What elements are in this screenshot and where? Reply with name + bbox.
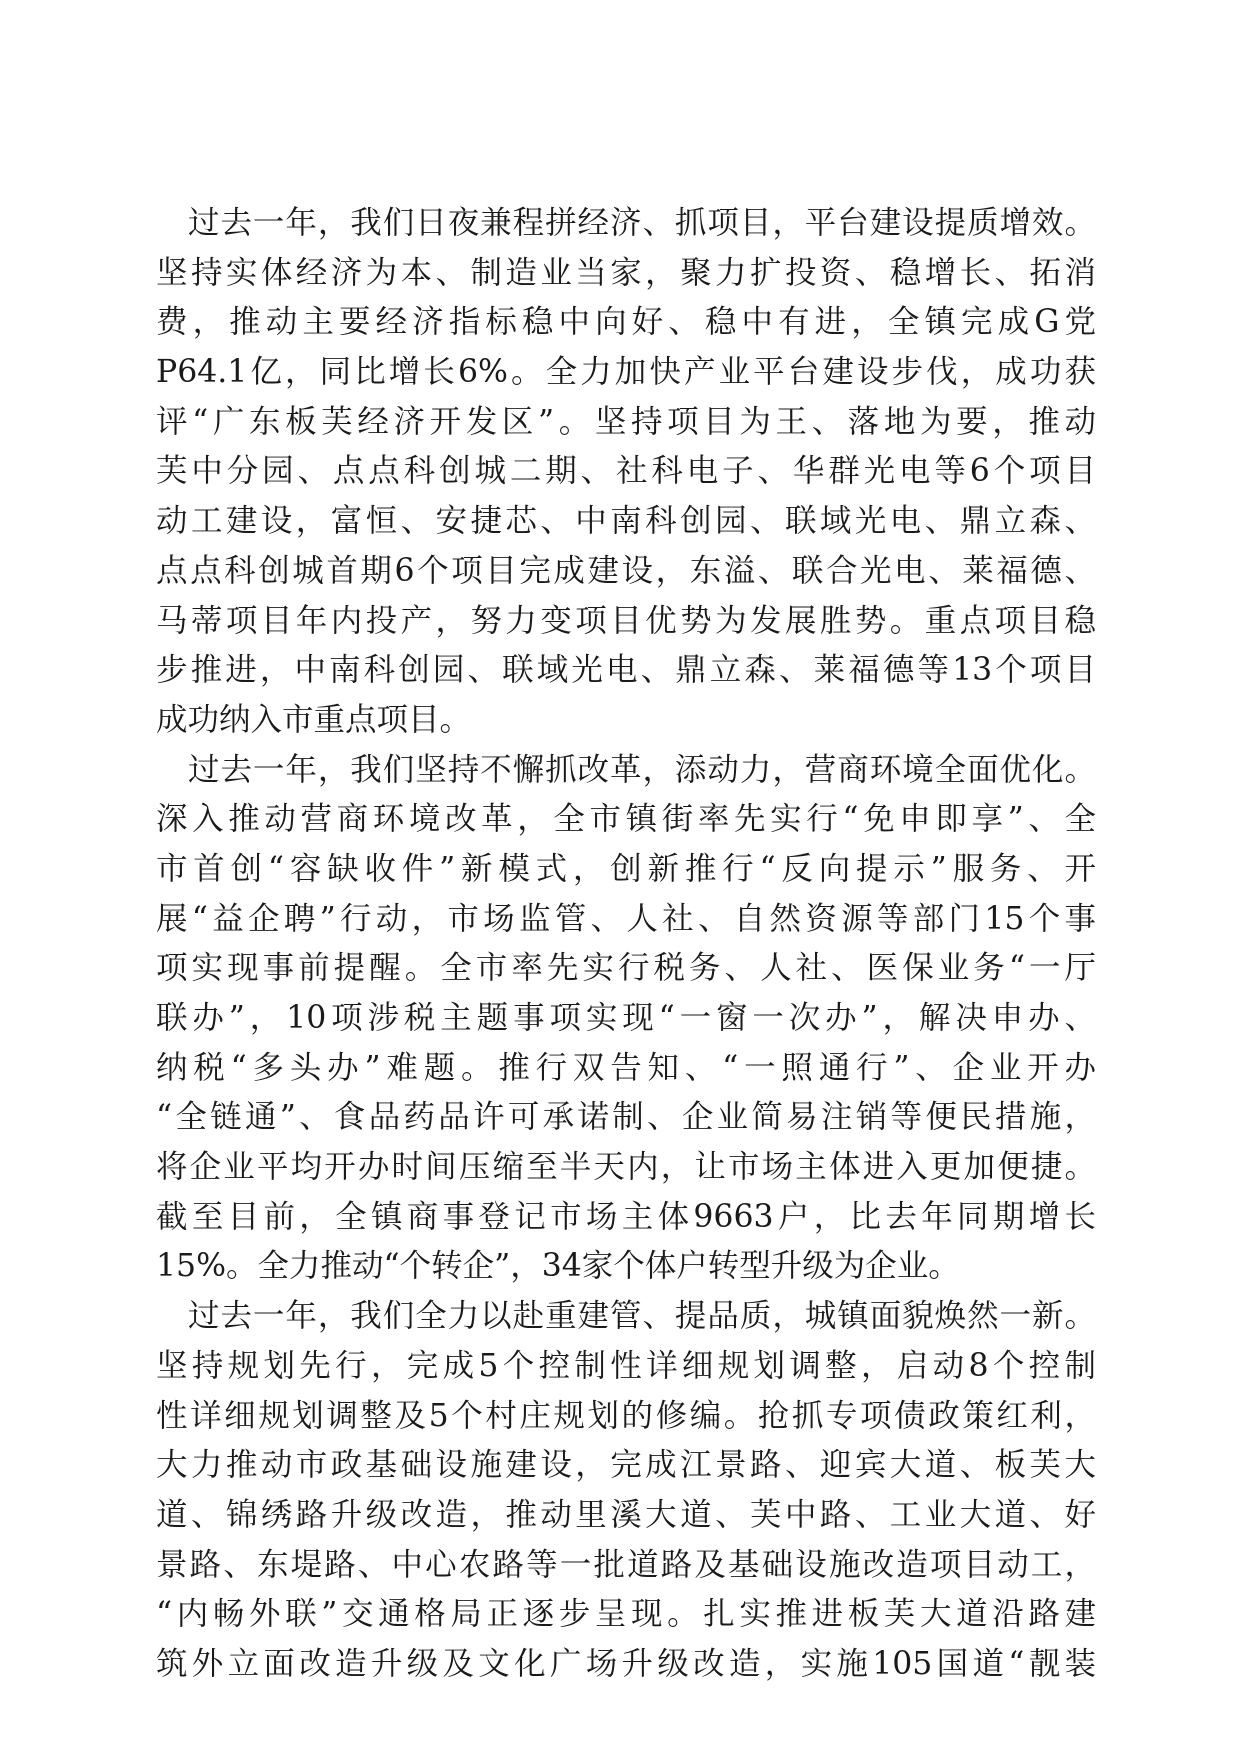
- paragraph-3-line-2: 坚持规划先行，完成5个控制性详细规划调整，启动8个控制: [156, 1347, 1096, 1384]
- paragraph-1-line-5: 评“广东板芙经济开发区”。坚持项目为王、落地为要，推动: [156, 403, 1096, 440]
- paragraph-3-line-6: 景路、东堤路、中心农路等一批道路及基础设施改造项目动工，: [156, 1546, 1096, 1583]
- paragraph-2-line-9: 将企业平均开办时间压缩至半天内，让市场主体进入更加便捷。: [156, 1149, 1096, 1186]
- paragraph-2-line-3: 市首创“容缺收件”新模式，创新推行“反向提示”服务、开: [156, 850, 1096, 887]
- paragraph-1-line-3: 费，推动主要经济指标稳中向好、稳中有进，全镇完成G党: [156, 304, 1096, 341]
- paragraph-2-line-7: 纳税“多头办”难题。推行双告知、“一照通行”、企业开办: [156, 1049, 1096, 1086]
- document-body: [156, 199, 1096, 1690]
- paragraph-1-line-7: 动工建设，富恒、安捷芯、中南科创园、联域光电、鼎立森、: [156, 503, 1096, 540]
- paragraph-1-line-4: P64.1亿，同比增长6%。全力加快产业平台建设步伐，成功获: [156, 354, 1096, 391]
- paragraph-1-line-10: 步推进，中南科创园、联域光电、鼎立森、莱福德等13个项目: [156, 652, 1096, 689]
- paragraph-3-line-1: 过去一年，我们全力以赴重建管、提品质，城镇面貌焕然一新。: [188, 1298, 1096, 1335]
- paragraph-1-line-6: 芙中分园、点点科创城二期、社科电子、华群光电等6个项目: [156, 453, 1096, 490]
- paragraph-2-line-8: “全链通”、食品药品许可承诺制、企业简易注销等便民措施，: [156, 1099, 1096, 1136]
- paragraph-3-line-7: “内畅外联”交通格局正逐步呈现。扎实推进板芙大道沿路建: [156, 1596, 1096, 1633]
- paragraph-2-line-2: 深入推动营商环境改革，全市镇街率先实行“免申即享”、全: [156, 801, 1096, 838]
- paragraph-3-line-3: 性详细规划调整及5个村庄规划的修编。抢抓专项债政策红利，: [156, 1397, 1096, 1434]
- paragraph-1-line-8: 点点科创城首期6个项目完成建设，东溢、联合光电、莱福德、: [156, 552, 1096, 589]
- paragraph-3-line-4: 大力推动市政基础设施建设，完成江景路、迎宾大道、板芙大: [156, 1447, 1096, 1484]
- paragraph-2-line-6: 联办”，10项涉税主题事项实现“一窗一次办”，解决申办、: [156, 1000, 1096, 1036]
- paragraph-1-line-2: 坚持实体经济为本、制造业当家，聚力扩投资、稳增长、拓消: [156, 254, 1096, 291]
- paragraph-3-line-8: 筑外立面改造升级及文化广场升级改造，实施105国道“靓装: [156, 1645, 1096, 1682]
- paragraph-2-line-11: 15%。全力推动“个转企”，34家个体户转型升级为企业。: [156, 1248, 960, 1285]
- paragraph-2-line-10: 截至目前，全镇商事登记市场主体9663户，比去年同期增长: [156, 1198, 1096, 1235]
- paragraph-1-line-11: 成功纳入市重点项目。: [156, 701, 472, 738]
- paragraph-2-line-4: 展“益企聘”行动，市场监管、人社、自然资源等部门15个事: [156, 900, 1096, 937]
- paragraph-2-line-1: 过去一年，我们坚持不懈抓改革，添动力，营商环境全面优化。: [188, 751, 1096, 788]
- paragraph-2-line-5: 项实现事前提醒。全市率先实行税务、人社、医保业务“一厅: [156, 950, 1096, 987]
- paragraph-3-line-5: 道、锦绣路升级改造，推动里溪大道、芙中路、工业大道、好: [156, 1496, 1096, 1533]
- paragraph-1-line-9: 马蒂项目年内投产，努力变项目优势为发展胜势。重点项目稳: [156, 602, 1096, 639]
- paragraph-1-line-1: 过去一年，我们日夜兼程拼经济、抓项目，平台建设提质增效。: [188, 205, 1096, 241]
